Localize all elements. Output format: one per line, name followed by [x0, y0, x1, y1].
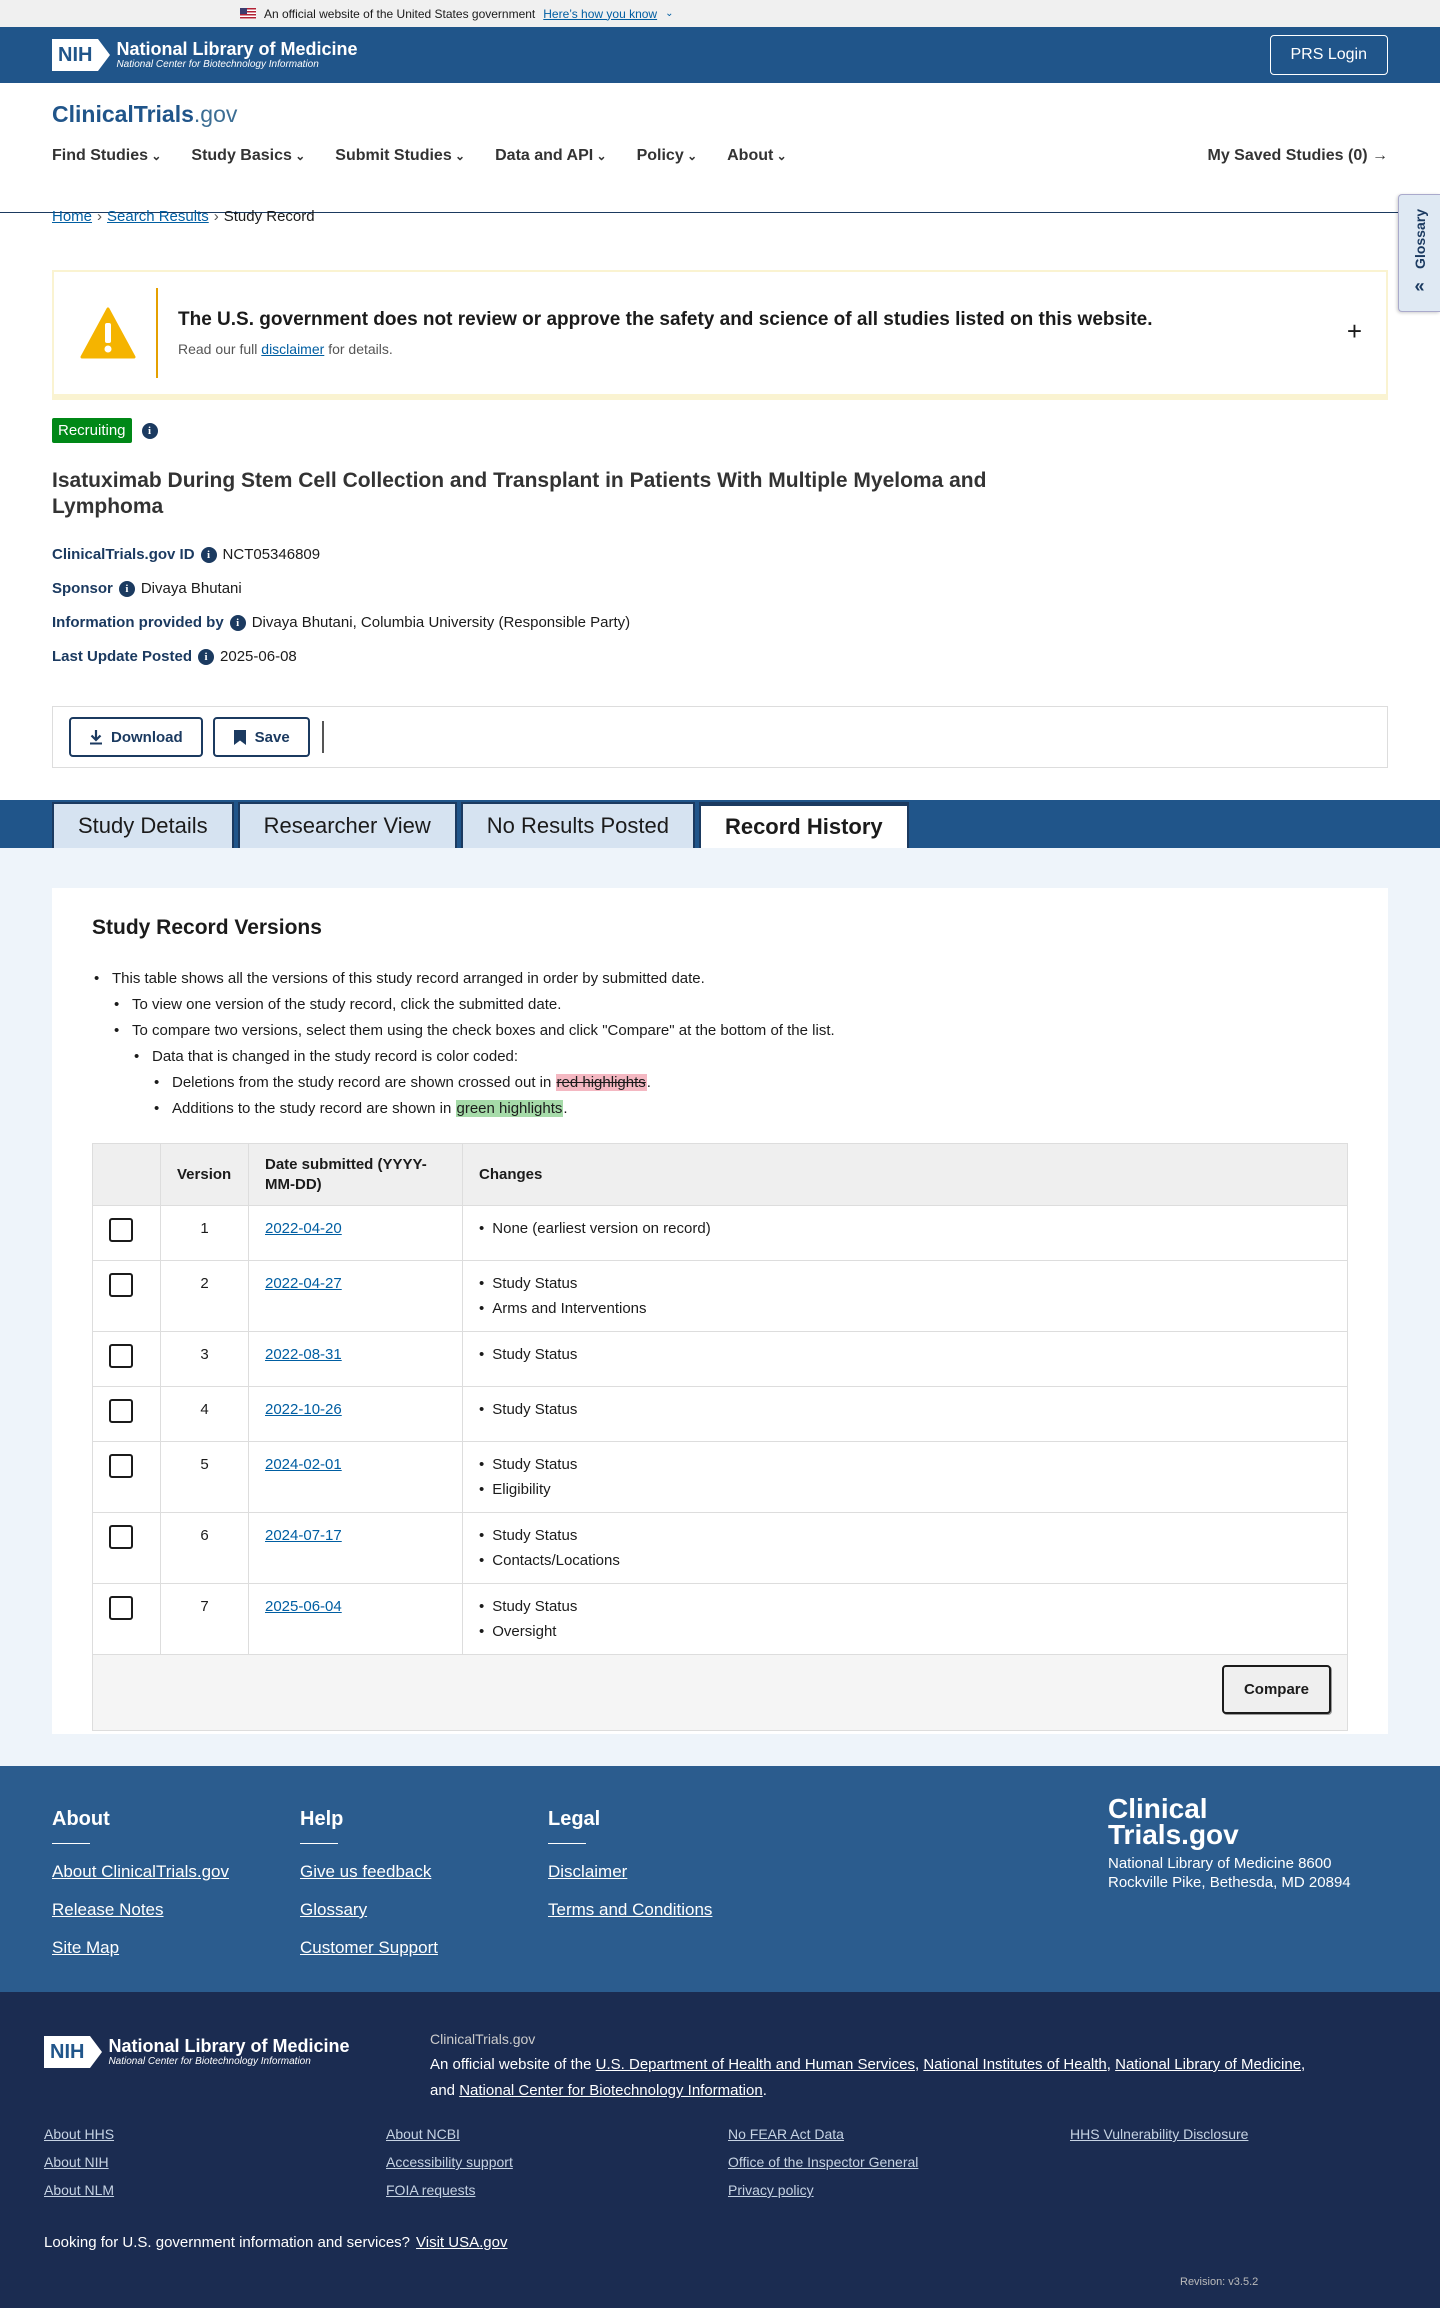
version-number: 2	[161, 1261, 249, 1332]
footer-address: National Library of Medicine 8600 Rockville Pike, Bethesda, MD 20894	[1108, 1855, 1351, 1891]
expand-plus-icon[interactable]: +	[1346, 316, 1362, 346]
change-item: • Contacts/Locations	[479, 1548, 1331, 1573]
info-icon[interactable]: i	[119, 581, 135, 597]
nih-box: NIH	[52, 39, 98, 71]
version-checkbox[interactable]	[109, 1273, 133, 1297]
instruction-4: • Data that is changed in the study record is color coded:	[132, 1044, 835, 1070]
meta-sponsor: Sponsor i Divaya Bhutani	[52, 580, 242, 597]
nav-study-basics[interactable]: Study Basics ⌄	[191, 147, 305, 165]
change-item: • Eligibility	[479, 1477, 1331, 1502]
nih-bar	[0, 27, 1440, 83]
action-bar	[52, 706, 1388, 768]
download-icon	[89, 729, 103, 745]
breadcrumb	[52, 208, 315, 225]
foia-link[interactable]: FOIA requests	[386, 2182, 476, 2198]
version-checkbox[interactable]	[109, 1454, 133, 1478]
instruction-6: • Additions to the study record are shown in green highlights.	[152, 1096, 835, 1122]
chevron-down-icon: ⌄	[665, 8, 674, 19]
version-number: 5	[161, 1442, 249, 1513]
recruiting-badge: Recruiting	[52, 418, 132, 443]
version-date-link[interactable]: 2022-04-20	[265, 1220, 342, 1237]
info-icon[interactable]: i	[201, 547, 217, 563]
footer-about-col	[52, 1808, 229, 1976]
disclaimer-link[interactable]: disclaimer	[261, 341, 325, 357]
action-divider	[322, 721, 324, 753]
footer2-col-2	[386, 2126, 513, 2210]
instruction-5: • Deletions from the study record are shown crossed out in red highlights.	[152, 1070, 835, 1096]
ncbi-link[interactable]: National Center for Biotechnology Information	[459, 2082, 763, 2099]
about-nlm-link[interactable]: About NLM	[44, 2182, 115, 2198]
header-changes: Changes	[463, 1144, 1348, 1206]
bookmark-icon	[233, 729, 247, 746]
footer-help-heading: Help	[300, 1808, 338, 1844]
hhs-link[interactable]: U.S. Department of Health and Human Services	[595, 2056, 915, 2073]
nav-policy[interactable]: Policy ⌄	[637, 147, 698, 165]
inspector-general-link[interactable]: Office of the Inspector General	[728, 2154, 919, 2170]
nav-submit-studies[interactable]: Submit Studies ⌄	[335, 147, 465, 165]
version-checkbox[interactable]	[109, 1596, 133, 1620]
version-number: 3	[161, 1332, 249, 1387]
download-button[interactable]: Download	[69, 717, 203, 757]
status-row	[52, 418, 158, 443]
disclaimer-alert	[52, 270, 1388, 400]
nih-arrow-icon	[98, 39, 110, 71]
usa-gov-line: Looking for U.S. government information and services? Visit USA.gov	[44, 2234, 508, 2251]
meta-id: ClinicalTrials.gov ID i NCT05346809	[52, 546, 321, 563]
nav-find-studies[interactable]: Find Studies ⌄	[52, 147, 161, 165]
header-version: Version	[161, 1144, 249, 1206]
double-chevron-left-icon: «	[1414, 276, 1425, 297]
version-date-link[interactable]: 2022-08-31	[265, 1346, 342, 1363]
version-number: 6	[161, 1513, 249, 1584]
version-checkbox[interactable]	[109, 1218, 133, 1242]
change-item: • None (earliest version on record)	[479, 1216, 1331, 1241]
breadcrumb-search-results[interactable]: Search Results	[107, 208, 209, 225]
version-checkbox[interactable]	[109, 1525, 133, 1549]
site-footer	[0, 1766, 1440, 1992]
main-nav	[52, 147, 787, 165]
change-item: • Study Status	[479, 1397, 1331, 1422]
about-nih-link[interactable]: About NIH	[44, 2154, 109, 2170]
footer2-col-4	[1070, 2126, 1248, 2154]
footer-nlm-logo[interactable]: NIH National Library of Medicine National Center for Biotechnology Information	[44, 2036, 350, 2068]
footer2-col-3	[728, 2126, 918, 2210]
nlm-title: National Library of Medicine	[116, 39, 358, 59]
instruction-1: • This table shows all the versions of this study record arranged in order by submitted date.	[92, 966, 835, 992]
footer-link-support[interactable]: Customer Support	[300, 1938, 438, 1957]
nih-arrow-icon	[90, 2036, 102, 2068]
version-number: 4	[161, 1387, 249, 1442]
footer-link-glossary[interactable]: Glossary	[300, 1900, 368, 1919]
nav-about[interactable]: About ⌄	[727, 147, 787, 165]
table-row	[93, 1387, 1348, 1442]
tab-record-history[interactable]: Record History	[699, 802, 909, 848]
nlm-link[interactable]: National Library of Medicine	[1115, 2056, 1302, 2073]
version-date-link[interactable]: 2025-06-04	[265, 1598, 342, 1615]
study-tabs	[52, 802, 909, 848]
instruction-3: • To compare two versions, select them using the check boxes and click "Compare" at the bottom of the list.	[112, 1018, 835, 1044]
how-you-know-link[interactable]: Here’s how you know	[543, 6, 658, 21]
breadcrumb-home[interactable]: Home	[52, 208, 93, 225]
header-date: Date submitted (YYYY-MM-DD)	[249, 1144, 463, 1206]
meta-last-update: Last Update Posted i 2025-06-08	[52, 648, 297, 665]
change-item: • Study Status	[479, 1342, 1331, 1367]
table-row	[93, 1442, 1348, 1513]
glossary-label: Glossary	[1411, 208, 1428, 269]
saved-studies-link[interactable]: My Saved Studies (0) →	[1207, 147, 1388, 164]
compare-button[interactable]: Compare	[1222, 1665, 1331, 1714]
gov-banner-text: An official website of the United States government	[264, 6, 536, 21]
change-item: • Study Status	[479, 1271, 1331, 1296]
table-header-row	[93, 1144, 1348, 1206]
version-checkbox[interactable]	[109, 1344, 133, 1368]
footer-link-disclaimer[interactable]: Disclaimer	[548, 1862, 628, 1881]
prs-login-button[interactable]: PRS Login	[1270, 35, 1389, 75]
change-item: • Study Status	[479, 1523, 1331, 1548]
table-row	[93, 1206, 1348, 1261]
tab-researcher-view[interactable]: Researcher View	[238, 802, 457, 848]
table-row	[93, 1261, 1348, 1332]
revision-text: Revision: v3.5.2	[1180, 2276, 1259, 2288]
table-row	[93, 1584, 1348, 1655]
ncbi-subtitle: National Center for Biotechnology Information	[116, 59, 319, 70]
footer-help-col	[300, 1808, 438, 1976]
arrow-right-icon: →	[1372, 147, 1388, 164]
footer-link-feedback[interactable]: Give us feedback	[300, 1862, 432, 1881]
footer-official-info: ClinicalTrials.gov An official website of the U.S. Department of Health and Human Services, National Institutes of Health, National Library of Medicine, and National Center for Biotechnology Information.	[430, 2031, 1306, 2099]
us-flag-icon	[240, 8, 256, 19]
privacy-policy-link[interactable]: Privacy policy	[728, 2182, 814, 2198]
version-number: 7	[161, 1584, 249, 1655]
footer-about-heading: About	[52, 1808, 90, 1844]
nlm-footer	[0, 1992, 1440, 2308]
footer2-col-1	[44, 2126, 114, 2210]
versions-table	[92, 1143, 1348, 1731]
info-icon[interactable]: i	[142, 423, 158, 439]
footer-link-release-notes[interactable]: Release Notes	[52, 1900, 164, 1919]
change-item: • Study Status	[479, 1594, 1331, 1619]
about-hhs-link[interactable]: About HHS	[44, 2126, 115, 2142]
version-date-link[interactable]: 2022-04-27	[265, 1275, 342, 1292]
footer-link-site-map[interactable]: Site Map	[52, 1938, 120, 1957]
nih-link[interactable]: National Institutes of Health	[923, 2056, 1107, 2073]
nav-data-api[interactable]: Data and API ⌄	[495, 147, 606, 165]
header-select	[93, 1144, 161, 1206]
glossary-tab[interactable]	[1398, 194, 1440, 312]
chevron-right-icon: ›	[213, 208, 219, 225]
disclaimer-divider	[156, 288, 158, 378]
versions-heading: Study Record Versions	[92, 916, 322, 939]
version-date-link[interactable]: 2024-07-17	[265, 1527, 342, 1544]
version-number: 1	[161, 1206, 249, 1261]
version-date-link[interactable]: 2022-10-26	[265, 1401, 342, 1418]
chevron-right-icon: ›	[97, 208, 103, 225]
gov-banner	[0, 0, 1440, 27]
tab-no-results-posted[interactable]: No Results Posted	[461, 802, 695, 848]
change-item: • Arms and Interventions	[479, 1296, 1331, 1321]
meta-info-provided: Information provided by i Divaya Bhutani, Columbia University (Responsible Party)	[52, 614, 631, 631]
footer-ct-logo[interactable]: Clinical Trials.gov National Library of Medicine 8600 Rockville Pike, Bethesda, MD 20894	[1108, 1796, 1368, 1892]
clinicaltrials-logo[interactable]: ClinicalTrials.gov	[52, 101, 238, 127]
usa-gov-link[interactable]: Visit USA.gov	[416, 2234, 508, 2251]
save-button[interactable]: Save	[213, 717, 310, 757]
footer-legal-heading: Legal	[548, 1808, 586, 1844]
footer-link-terms[interactable]: Terms and Conditions	[548, 1900, 713, 1919]
nlm-logo[interactable]	[52, 39, 358, 71]
no-fear-link[interactable]: No FEAR Act Data	[728, 2126, 844, 2142]
warning-icon	[80, 307, 136, 359]
green-highlight-sample: green highlights	[456, 1100, 563, 1117]
about-ncbi-link[interactable]: About NCBI	[386, 2126, 460, 2142]
change-item: • Oversight	[479, 1619, 1331, 1644]
footer-legal-col	[548, 1808, 712, 1938]
instruction-2: • To view one version of the study record, click the submitted date.	[112, 992, 835, 1018]
version-date-link[interactable]: 2024-02-01	[265, 1456, 342, 1473]
disclaimer-subtext: Read our full disclaimer for details.	[178, 341, 393, 357]
version-checkbox[interactable]	[109, 1399, 133, 1423]
site-header	[0, 83, 1440, 213]
red-highlight-sample: red highlights	[556, 1074, 646, 1091]
change-item: • Study Status	[479, 1452, 1331, 1477]
tab-study-details[interactable]: Study Details	[52, 802, 234, 848]
vulnerability-disclosure-link[interactable]: HHS Vulnerability Disclosure	[1070, 2126, 1249, 2142]
compare-row	[93, 1655, 1348, 1731]
info-icon[interactable]: i	[198, 649, 214, 665]
accessibility-link[interactable]: Accessibility support	[386, 2154, 513, 2170]
info-icon[interactable]: i	[230, 615, 246, 631]
table-row	[93, 1332, 1348, 1387]
versions-instructions	[92, 966, 835, 1122]
breadcrumb-current: Study Record	[223, 208, 315, 225]
versions-panel	[52, 888, 1388, 1734]
table-row	[93, 1513, 1348, 1584]
study-title: Isatuximab During Stem Cell Collection and Transplant in Patients With Multiple Myeloma and Lymphoma	[52, 469, 987, 518]
footer-link-about-ct[interactable]: About ClinicalTrials.gov	[52, 1862, 229, 1881]
disclaimer-title: The U.S. government does not review or approve the safety and science of all studies listed on this website.	[178, 309, 1153, 330]
